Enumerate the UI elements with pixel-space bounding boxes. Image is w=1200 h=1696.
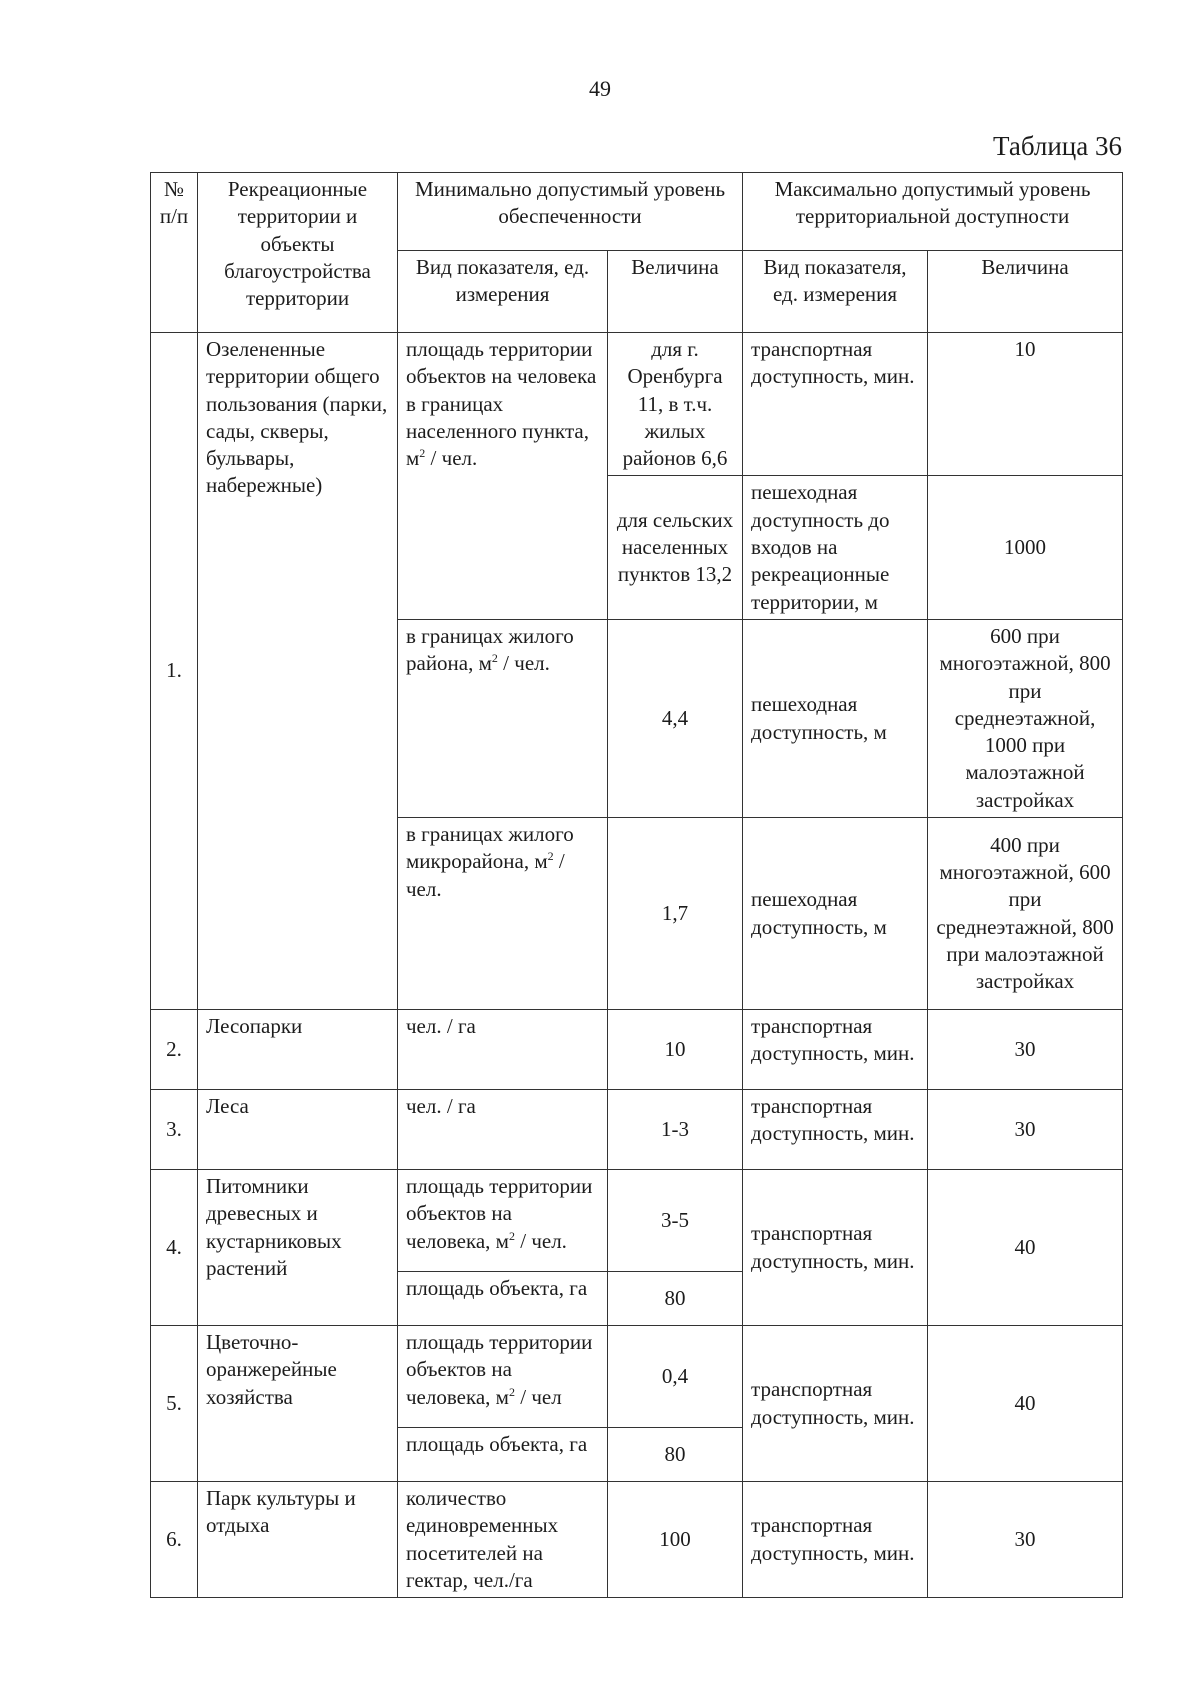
row1a-max-type-transport: транспортная доступность, мин. <box>743 333 928 476</box>
superscript-2: 2 <box>491 651 498 666</box>
row5-type-area-per-person <box>398 1326 608 1428</box>
row6-num: 6. <box>151 1482 198 1598</box>
row4-territory: Питомники древесных и кустарниковых растений <box>198 1170 398 1326</box>
row6-max-value: 30 <box>928 1482 1123 1598</box>
header-max-group: Максимально допустимый уровень территориальной доступности <box>743 173 1123 251</box>
row1a-value-city: для г. Оренбурга 11, в т.ч. жилых районов 6,6 <box>608 333 743 476</box>
row1c-max-type: пешеходная доступность, м <box>743 818 928 1010</box>
table-caption: Таблица 36 <box>993 131 1122 161</box>
header-min-type: Вид показателя, ед. измерения <box>398 251 608 333</box>
row3-num: 3. <box>151 1090 198 1170</box>
row1b-type-text: в границах жилого района, м <box>406 623 574 676</box>
row1a-max-value-transport: 10 <box>928 333 1123 476</box>
superscript-2: 2 <box>508 1228 515 1243</box>
row2-type: чел. / га <box>398 1010 608 1090</box>
row4-type-object-area: площадь объекта, га <box>398 1272 608 1326</box>
row1a-max-value-walk: 1000 <box>928 476 1123 619</box>
row5-type-unit: / чел <box>514 1384 562 1409</box>
row4-max-value: 40 <box>928 1170 1123 1326</box>
row2-num: 2. <box>151 1010 198 1090</box>
row5-type-text: площадь территории объектов на человека, м <box>406 1330 593 1409</box>
row1a-type <box>398 333 608 620</box>
row1b-value: 4,4 <box>608 619 743 817</box>
row3-type: чел. / га <box>398 1090 608 1170</box>
row1c-type-unit: / чел. <box>406 849 565 901</box>
row4-value-object-area: 80 <box>608 1272 743 1326</box>
row1c-max-value: 400 при многоэтажной, 600 при среднеэтажной, 800 при малоэтажной застройках <box>928 818 1123 1010</box>
row2-territory: Лесопарки <box>198 1010 398 1090</box>
row3-max-value: 30 <box>928 1090 1123 1170</box>
row5-value-object-area: 80 <box>608 1428 743 1482</box>
row3-value: 1-3 <box>608 1090 743 1170</box>
row6-type: количество единовременных посетителей на гектар, чел./га <box>398 1482 608 1598</box>
row6-max-type: транспортная доступность, мин. <box>743 1482 928 1598</box>
header-max-value: Величина <box>928 251 1123 333</box>
header-min-group: Минимально допустимый уровень обеспеченности <box>398 173 743 251</box>
row3-max-type: транспортная доступность, мин. <box>743 1090 928 1170</box>
row4-num: 4. <box>151 1170 198 1326</box>
row1b-type-unit: / чел. <box>497 651 550 676</box>
row1b-max-value: 600 при многоэтажной, 800 при среднеэтажной, 1000 при малоэтажной застройках <box>928 619 1123 817</box>
row1a-type-unit: / чел. <box>425 446 478 471</box>
row1c-value: 1,7 <box>608 818 743 1010</box>
superscript-2: 2 <box>419 446 426 461</box>
header-max-type: Вид показателя, ед. измерения <box>743 251 928 333</box>
header-territory: Рекреационные территории и объекты благоустройства территории <box>198 173 398 333</box>
superscript-2: 2 <box>547 849 554 864</box>
row2-max-value: 30 <box>928 1010 1123 1090</box>
row1a-type-text: площадь территории объектов на человека в границах населенного пункта, м <box>406 337 597 471</box>
row4-type-area-per-person <box>398 1170 608 1272</box>
row5-value-area-per-person: 0,4 <box>608 1326 743 1428</box>
row1-num: 1. <box>151 333 198 1010</box>
row1b-type <box>398 619 608 817</box>
row1c-type-text: в границах жилого микрорайона, м <box>406 822 574 874</box>
row6-territory: Парк культуры и отдыха <box>198 1482 398 1598</box>
superscript-2: 2 <box>508 1384 515 1399</box>
row4-type-unit: / чел. <box>514 1228 567 1253</box>
header-num: № п/п <box>151 173 198 333</box>
row5-type-object-area: площадь объекта, га <box>398 1428 608 1482</box>
row5-max-value: 40 <box>928 1326 1123 1482</box>
row4-type-text: площадь территории объектов на человека, м <box>406 1174 593 1253</box>
row1a-max-type-walk: пешеходная доступность до входов на рекреационные территории, м <box>743 476 928 619</box>
row1-territory: Озелененные территории общего пользования (парки, сады, скверы, бульвары, набережные) <box>198 333 398 1010</box>
row1a-value-rural: для сельских населенных пунктов 13,2 <box>608 476 743 619</box>
row1b-max-type: пешеходная доступность, м <box>743 619 928 817</box>
recreation-standards-table <box>150 172 1123 1598</box>
row5-num: 5. <box>151 1326 198 1482</box>
row6-value: 100 <box>608 1482 743 1598</box>
row2-value: 10 <box>608 1010 743 1090</box>
row2-max-type: транспортная доступность, мин. <box>743 1010 928 1090</box>
row5-max-type: транспортная доступность, мин. <box>743 1326 928 1482</box>
header-min-value: Величина <box>608 251 743 333</box>
row4-value-area-per-person: 3-5 <box>608 1170 743 1272</box>
row5-territory: Цветочно-оранжерейные хозяйства <box>198 1326 398 1482</box>
row3-territory: Леса <box>198 1090 398 1170</box>
row1c-type <box>398 818 608 1010</box>
row4-max-type: транспортная доступность, мин. <box>743 1170 928 1326</box>
page-number: 49 <box>589 76 611 101</box>
